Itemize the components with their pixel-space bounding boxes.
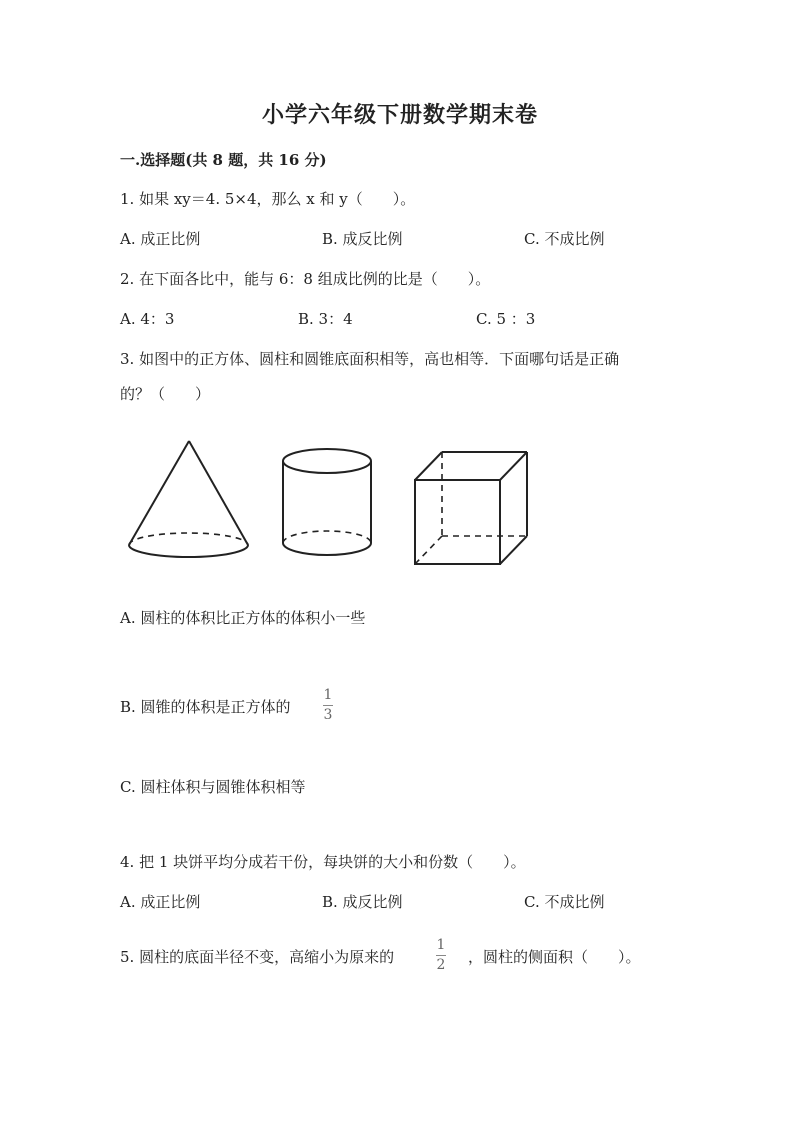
cylinder-figure bbox=[283, 449, 371, 555]
cone-figure bbox=[129, 441, 248, 557]
question-5-text-after: ，圆柱的侧面积（ ）。 bbox=[468, 948, 641, 966]
fraction-denominator: 2 bbox=[436, 956, 446, 973]
question-2-option-b: B. 3：4 bbox=[298, 310, 353, 328]
question-1-text: 1. 如果 xy＝4. 5×4，那么 x 和 y（ ）。 bbox=[120, 190, 416, 208]
question-2-option-a: A. 4：3 bbox=[120, 310, 175, 328]
fraction-numerator: 1 bbox=[436, 937, 446, 953]
question-2-text: 2. 在下面各比中，能与 6：8 组成比例的比是（ ）。 bbox=[120, 270, 491, 288]
section-heading: 一.选择题(共 8 题，共 16 分) bbox=[120, 151, 327, 169]
cube-figure bbox=[415, 452, 527, 564]
question-1-option-c: C. 不成比例 bbox=[524, 230, 605, 248]
question-1-option-b: B. 成反比例 bbox=[322, 230, 403, 248]
fraction-numerator: 1 bbox=[323, 687, 333, 703]
question-5-text-before: 5. 圆柱的底面半径不变，高缩小为原来的 bbox=[120, 948, 395, 966]
fraction-denominator: 3 bbox=[323, 706, 333, 723]
fraction-one-third bbox=[323, 688, 333, 722]
question-4-option-b: B. 成反比例 bbox=[322, 893, 403, 911]
question-3-option-b: B. 圆锥的体积是正方体的 bbox=[120, 698, 291, 716]
fraction-one-half bbox=[436, 938, 446, 972]
fraction-bar bbox=[323, 705, 333, 706]
question-4-option-a: A. 成正比例 bbox=[120, 893, 201, 911]
fraction-bar bbox=[436, 955, 446, 956]
question-4-option-c: C. 不成比例 bbox=[524, 893, 605, 911]
question-3-option-c: C. 圆柱体积与圆锥体积相等 bbox=[120, 778, 306, 796]
question-3-text-line1: 3. 如图中的正方体、圆柱和圆锥底面积相等，高也相等．下面哪句话是正确 bbox=[120, 350, 620, 368]
question-3-option-a: A. 圆柱的体积比正方体的体积小一些 bbox=[120, 609, 366, 627]
question-4-text: 4. 把 1 块饼平均分成若干份，每块饼的大小和份数（ ）。 bbox=[120, 853, 526, 871]
question-3-text-line2: 的？（ ） bbox=[120, 385, 211, 403]
page-title: 小学六年级下册数学期末卷 bbox=[261, 102, 538, 128]
question-1-option-a: A. 成正比例 bbox=[120, 230, 201, 248]
question-2-option-c: C. 5 ：3 bbox=[476, 310, 536, 328]
